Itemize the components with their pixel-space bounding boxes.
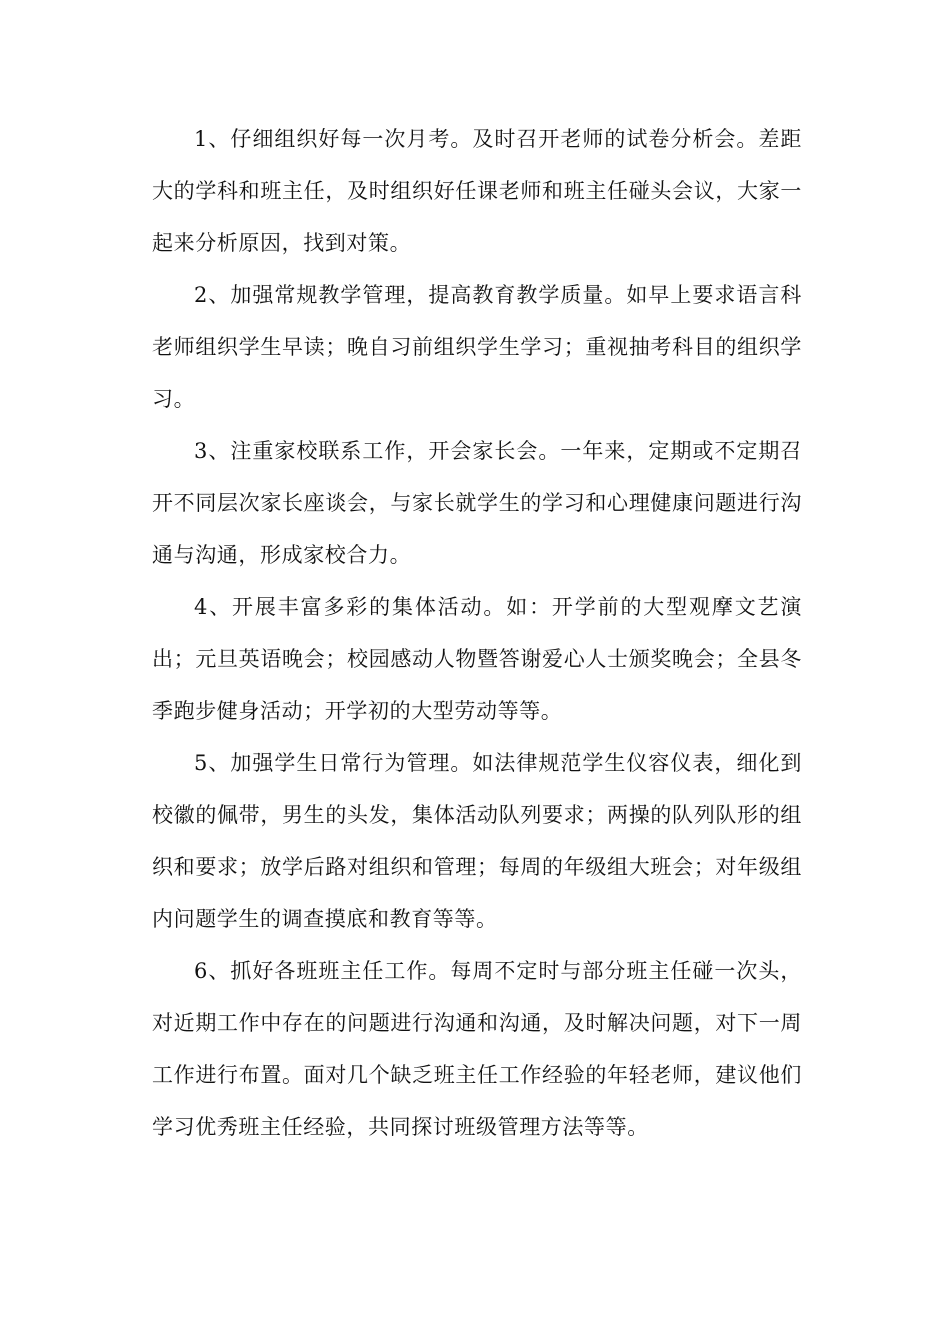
document-body — [152, 113, 802, 1153]
paragraph-3: 3、注重家校联系工作，开会家长会。一年来，定期或不定期召开不同层次家长座谈会，与家长就学生的学习和心理健康问题进行沟通与沟通，形成家校合力。 — [152, 439, 802, 567]
paragraph-2: 2、加强常规教学管理，提高教育教学质量。如早上要求语言科老师组织学生早读；晚自习前组织学生学习；重视抽考科目的组织学习。 — [152, 283, 802, 411]
paragraph-6: 6、抓好各班班主任工作。每周不定时与部分班主任碰一次头，对近期工作中存在的问题进行沟通和沟通，及时解决问题，对下一周工作进行布置。面对几个缺乏班主任工作经验的年轻老师，建议他们学习优秀班主任经验，共同探讨班级管理方法等等。 — [152, 959, 802, 1139]
paragraph-4: 4、开展丰富多彩的集体活动。如：开学前的大型观摩文艺演出；元旦英语晚会；校园感动人物暨答谢爱心人士颁奖晚会；全县冬季跑步健身活动；开学初的大型劳动等等。 — [152, 595, 802, 723]
paragraph-1: 1、仔细组织好每一次月考。及时召开老师的试卷分析会。差距大的学科和班主任，及时组织好任课老师和班主任碰头会议，大家一起来分析原因，找到对策。 — [152, 127, 802, 255]
paragraph-5: 5、加强学生日常行为管理。如法律规范学生仪容仪表，细化到校徽的佩带，男生的头发，集体活动队列要求；两操的队列队形的组织和要求；放学后路对组织和管理；每周的年级组大班会；对年级组内问题学生的调查摸底和教育等等。 — [152, 751, 802, 931]
